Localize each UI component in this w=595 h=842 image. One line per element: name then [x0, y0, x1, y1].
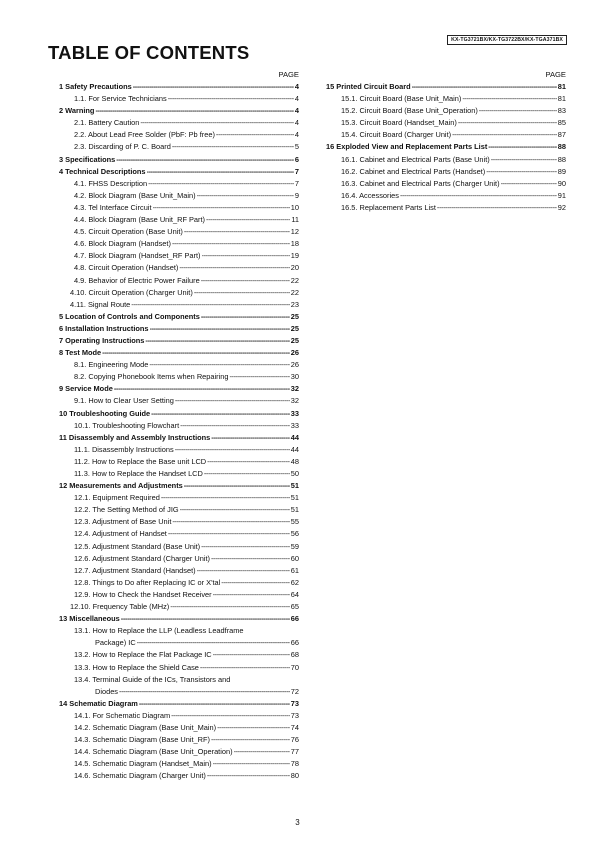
toc-subsection-entry[interactable]	[59, 565, 299, 577]
toc-entry-title: 14 Schematic Diagram	[59, 698, 138, 708]
leader-dots	[172, 516, 289, 528]
leader-dots	[211, 734, 290, 746]
toc-subsection-entry[interactable]	[59, 649, 299, 661]
toc-section-entry[interactable]	[59, 335, 299, 347]
toc-entry-title: 11.3. How to Replace the Handset LCD	[74, 469, 203, 478]
toc-entry-page: 88	[557, 154, 566, 164]
toc-entry-title: 9.1. How to Clear User Setting	[74, 396, 174, 406]
toc-entry-title: 4.8. Circuit Operation (Handset)	[74, 263, 179, 273]
toc-subsection-entry[interactable]	[326, 190, 566, 202]
toc-entry-title: 6 Installation Instructions	[59, 323, 149, 333]
leader-dots	[207, 770, 290, 782]
toc-entry-title: 2.1. Battery Caution	[74, 118, 140, 128]
leader-dots	[412, 81, 557, 93]
leader-dots	[194, 287, 290, 299]
toc-subsection-entry[interactable]	[59, 662, 299, 674]
leader-dots	[221, 577, 289, 589]
leader-dots	[114, 383, 290, 395]
toc-section-entry[interactable]	[59, 323, 299, 335]
toc-entry-page: 51	[290, 505, 299, 515]
toc-entry-page: 59	[290, 541, 299, 551]
toc-subsection-entry[interactable]	[326, 93, 566, 105]
toc-entry-title: 8.2. Copying Phonebook Items when Repairing	[74, 372, 229, 382]
leader-dots	[168, 93, 294, 105]
leader-dots	[131, 299, 290, 311]
leader-dots	[175, 395, 290, 407]
leader-dots	[175, 444, 290, 456]
toc-subsection-entry[interactable]	[59, 553, 299, 565]
toc-entry-page: 62	[290, 577, 299, 587]
toc-subsection-entry[interactable]	[59, 371, 299, 383]
toc-entry-page: 81	[557, 94, 566, 104]
toc-entry-title: 14.1. For Schematic Diagram	[74, 710, 171, 720]
toc-entry-page: 80	[290, 771, 299, 781]
toc-entry-title: 16 Exploded View and Replacement Parts List	[326, 142, 488, 152]
toc-subsection-entry[interactable]	[59, 250, 299, 262]
leader-dots	[488, 141, 556, 153]
toc-entry-page: 83	[557, 106, 566, 116]
toc-entry-title: 12.2. The Setting Method of JIG	[74, 505, 179, 515]
toc-entry-page: 10	[290, 202, 299, 212]
leader-dots	[452, 129, 557, 141]
leader-dots	[184, 226, 290, 238]
toc-section-entry[interactable]	[59, 105, 299, 117]
leader-dots	[149, 359, 289, 371]
toc-subsection-entry[interactable]	[326, 202, 566, 214]
toc-entry-page: 32	[290, 384, 299, 394]
toc-entry-title: 10.1. Troubleshooting Flowchart	[74, 420, 180, 430]
toc-subsection-entry[interactable]	[59, 420, 299, 432]
toc-section-entry[interactable]	[59, 383, 299, 395]
leader-dots	[400, 190, 557, 202]
toc-entry-page: 5	[294, 142, 299, 152]
page-column-header: PAGE	[545, 70, 566, 79]
leader-dots	[171, 710, 290, 722]
leader-dots	[102, 347, 290, 359]
toc-entry-page: 50	[290, 469, 299, 478]
leader-dots	[213, 649, 290, 661]
toc-subsection-entry[interactable]	[59, 275, 299, 287]
toc-entry-title: 4.11. Signal Route	[70, 299, 131, 309]
toc-entry-page: 44	[290, 444, 299, 454]
leader-dots	[204, 468, 290, 480]
leader-dots	[170, 601, 289, 613]
page-number: 3	[295, 818, 300, 827]
toc-section-entry[interactable]	[59, 166, 299, 178]
toc-subsection-entry[interactable]	[59, 93, 299, 105]
toc-entry-page: 4	[294, 118, 299, 128]
toc-entry-page: 4	[294, 130, 299, 140]
toc-subsection-entry[interactable]	[59, 117, 299, 129]
toc-entry-title: 12.5. Adjustment Standard (Base Unit)	[74, 541, 201, 551]
leader-dots	[229, 371, 289, 383]
toc-entry-page: 73	[290, 698, 299, 708]
toc-entry-page: 20	[290, 263, 299, 273]
toc-entry-title: 14.3. Schematic Diagram (Base Unit_RF)	[74, 735, 210, 745]
toc-entry-title: 10 Troubleshooting Guide	[59, 408, 151, 418]
toc-subsection-entry[interactable]	[59, 589, 299, 601]
toc-entry-page: 9	[294, 190, 299, 200]
toc-entry-title: 4.10. Circuit Operation (Charger Unit)	[70, 287, 193, 297]
toc-entry-continuation[interactable]	[59, 637, 299, 649]
toc-list-right	[326, 81, 566, 214]
toc-entry-title: 16.3. Cabinet and Electrical Parts (Charger Unit)	[341, 178, 500, 188]
toc-entry-page: 44	[290, 432, 299, 442]
leader-dots	[206, 214, 290, 226]
toc-entry-page: 72	[290, 686, 299, 696]
toc-subsection-entry[interactable]	[59, 238, 299, 250]
leader-dots	[140, 117, 294, 129]
toc-entry-title: 15 Printed Circuit Board	[326, 82, 411, 91]
toc-entry-page: 61	[290, 565, 299, 575]
toc-subsection-entry[interactable]	[59, 541, 299, 553]
toc-entry-page: 81	[557, 82, 566, 91]
toc-subsection-entry[interactable]	[59, 202, 299, 214]
toc-subsection-entry[interactable]	[59, 395, 299, 407]
toc-entry-title: 12.8. Things to Do after Replacing IC or X'tal	[74, 577, 221, 587]
leader-dots	[95, 105, 293, 117]
toc-section-entry[interactable]	[326, 141, 566, 153]
toc-entry-title: 16.4. Accessories	[341, 190, 399, 200]
leader-dots	[462, 93, 556, 105]
toc-entry-title: 4.4. Block Diagram (Base Unit_RF Part)	[74, 215, 206, 225]
toc-entry-title: 13.4. Terminal Guide of the ICs, Transistors and	[74, 674, 231, 684]
toc-subsection-entry[interactable]	[59, 710, 299, 722]
page-column-header: PAGE	[278, 70, 299, 79]
toc-entry-page: 33	[290, 420, 299, 430]
toc-entry-page: 78	[290, 759, 299, 769]
leader-dots	[491, 154, 557, 166]
toc-entry-title: 2.3. Discarding of P. C. Board	[74, 142, 171, 152]
toc-entry-page: 87	[557, 130, 566, 140]
toc-entry-page: 55	[290, 517, 299, 527]
toc-entry-page: 23	[290, 299, 299, 309]
leader-dots	[153, 202, 290, 214]
toc-entry-title: 16.1. Cabinet and Electrical Parts (Base Unit)	[341, 154, 490, 164]
toc-subsection-entry[interactable]	[59, 226, 299, 238]
toc-entry-page: 76	[290, 735, 299, 745]
page-title: TABLE OF CONTENTS	[48, 42, 250, 63]
leader-dots	[180, 420, 290, 432]
toc-entry-page: 65	[290, 602, 299, 612]
leader-dots	[216, 129, 294, 141]
toc-entry-page: 7	[294, 178, 299, 188]
toc-entry-title: 2.2. About Lead Free Solder (PbF: Pb free)	[74, 130, 215, 140]
toc-entry-title: 13.1. How to Replace the LLP (Leadless Leadframe	[74, 626, 244, 636]
leader-dots	[172, 238, 290, 250]
toc-subsection-entry[interactable]	[59, 528, 299, 540]
toc-entry-page: 48	[290, 456, 299, 466]
toc-entry-page: 89	[557, 166, 566, 176]
toc-entry-page: 88	[557, 142, 566, 152]
toc-entry-title: 13.3. How to Replace the Shield Case	[74, 662, 199, 672]
leader-dots	[234, 746, 290, 758]
toc-subsection-entry[interactable]	[326, 129, 566, 141]
toc-entry-page: 91	[557, 190, 566, 200]
toc-entry-page: 26	[290, 360, 299, 370]
leader-dots	[145, 335, 289, 347]
leader-dots	[202, 250, 290, 262]
toc-entry-page: 4	[294, 82, 299, 91]
toc-entry-page: 4	[294, 106, 299, 116]
toc-subsection-entry[interactable]	[59, 456, 299, 468]
toc-entry-title: 5 Location of Controls and Components	[59, 311, 200, 321]
toc-entry-title: 3 Specifications	[59, 154, 116, 164]
toc-entry-title: 4.2. Block Diagram (Base Unit_Main)	[74, 190, 196, 200]
toc-subsection-entry[interactable]	[326, 105, 566, 117]
toc-entry-title: 15.4. Circuit Board (Charger Unit)	[341, 130, 452, 140]
leader-dots	[197, 190, 294, 202]
leader-dots	[150, 323, 290, 335]
toc-entry-title: 4.5. Circuit Operation (Base Unit)	[74, 227, 183, 237]
toc-entry-page: 22	[290, 287, 299, 297]
toc-entry-title: 14.2. Schematic Diagram (Base Unit_Main)	[74, 722, 217, 732]
toc-subsection-entry[interactable]	[59, 178, 299, 190]
toc-entry-title: 11.2. How to Replace the Base unit LCD	[74, 456, 207, 466]
toc-section-entry[interactable]	[59, 347, 299, 359]
toc-entry-page: 68	[290, 650, 299, 660]
toc-entry-page: 4	[294, 94, 299, 104]
toc-entry-page: 7	[294, 166, 299, 176]
leader-dots	[148, 178, 294, 190]
leader-dots	[213, 758, 290, 770]
toc-entry-page: 73	[290, 710, 299, 720]
toc-entry-title: 12.6. Adjustment Standard (Charger Unit)	[74, 553, 210, 563]
leader-dots	[458, 117, 557, 129]
leader-dots	[501, 178, 557, 190]
toc-subsection-entry[interactable]	[59, 129, 299, 141]
toc-section-entry[interactable]	[59, 480, 299, 492]
toc-entry-title: 4.3. Tel Interface Circuit	[74, 202, 152, 212]
toc-entry-page: 66	[290, 614, 299, 624]
toc-entry-title: Package) IC	[95, 638, 136, 648]
toc-entry-title: 12.10. Frequency Table (MHz)	[70, 602, 170, 612]
leader-dots	[479, 105, 557, 117]
leader-dots	[201, 541, 290, 553]
toc-subsection-entry[interactable]	[59, 141, 299, 153]
leader-dots	[168, 528, 290, 540]
leader-dots	[211, 553, 290, 565]
toc-entry-page: 25	[290, 323, 299, 333]
toc-section-entry[interactable]	[59, 432, 299, 444]
toc-entry-page: 18	[290, 239, 299, 249]
leader-dots	[161, 492, 290, 504]
toc-section-entry[interactable]	[59, 408, 299, 420]
leader-dots	[179, 262, 289, 274]
leader-dots	[486, 166, 557, 178]
toc-subsection-entry[interactable]	[59, 746, 299, 758]
toc-entry-title: 4 Technical Descriptions	[59, 166, 146, 176]
toc-subsection-entry[interactable]	[59, 444, 299, 456]
toc-subsection-entry[interactable]	[59, 287, 299, 299]
toc-entry-title: 16.5. Replacement Parts List	[341, 202, 436, 212]
leader-dots	[139, 698, 290, 710]
toc-entry-title: 15.1. Circuit Board (Base Unit_Main)	[341, 94, 462, 104]
toc-entry-page: 64	[290, 589, 299, 599]
toc-section-entry[interactable]	[59, 311, 299, 323]
toc-entry-page: 70	[290, 662, 299, 672]
toc-column-right	[326, 69, 566, 214]
leader-dots	[151, 408, 290, 420]
toc-section-entry[interactable]	[326, 81, 566, 93]
toc-entry-page: 33	[290, 408, 299, 418]
toc-entry-page: 25	[290, 311, 299, 321]
toc-entry-page: 90	[557, 178, 566, 188]
leader-dots	[137, 637, 290, 649]
toc-section-entry[interactable]	[59, 154, 299, 166]
toc-entry-title: 4.9. Behavior of Electric Power Failure	[74, 275, 200, 285]
toc-entry-page: 77	[290, 747, 299, 757]
leader-dots	[172, 141, 294, 153]
toc-subsection-entry[interactable]	[59, 516, 299, 528]
toc-entry-page: 60	[290, 553, 299, 563]
toc-entry-title: 11 Disassembly and Assembly Instructions	[59, 432, 211, 442]
toc-entry-page: 51	[290, 493, 299, 503]
toc-subsection-entry[interactable]	[326, 117, 566, 129]
leader-dots	[201, 275, 290, 287]
toc-entry-title: 4.1. FHSS Description	[74, 178, 148, 188]
toc-subsection-entry[interactable]	[59, 674, 299, 686]
toc-entry-title: 12.4. Adjustment of Handset	[74, 529, 167, 539]
leader-dots	[184, 480, 290, 492]
toc-entry-title: 12.1. Equipment Required	[74, 493, 160, 503]
leader-dots	[197, 565, 290, 577]
toc-entry-title: 16.2. Cabinet and Electrical Parts (Handset)	[341, 166, 486, 176]
leader-dots	[201, 311, 290, 323]
toc-entry-title: 12.9. How to Check the Handset Receiver	[74, 589, 212, 599]
toc-subsection-entry[interactable]	[326, 178, 566, 190]
toc-subsection-entry[interactable]	[59, 770, 299, 782]
leader-dots	[207, 456, 290, 468]
toc-entry-title: 8 Test Mode	[59, 348, 102, 358]
toc-entry-page: 74	[290, 722, 299, 732]
toc-entry-title: 9 Service Mode	[59, 384, 113, 394]
toc-subsection-entry[interactable]	[326, 154, 566, 166]
leader-dots	[147, 166, 294, 178]
toc-entry-title: 14.4. Schematic Diagram (Base Unit_Operation)	[74, 747, 233, 757]
toc-entry-page: 19	[290, 251, 299, 261]
leader-dots	[116, 154, 294, 166]
toc-entry-page: 30	[290, 372, 299, 382]
toc-entry-page: 85	[557, 118, 566, 128]
toc-entry-page: 56	[290, 529, 299, 539]
leader-dots	[217, 722, 290, 734]
toc-entry-continuation[interactable]	[59, 686, 299, 698]
toc-subsection-entry[interactable]	[59, 722, 299, 734]
toc-subsection-entry[interactable]	[59, 214, 299, 226]
toc-subsection-entry[interactable]	[326, 166, 566, 178]
toc-subsection-entry[interactable]	[59, 299, 299, 311]
leader-dots	[213, 589, 290, 601]
toc-subsection-entry[interactable]	[59, 577, 299, 589]
toc-entry-title: 2 Warning	[59, 106, 95, 116]
toc-subsection-entry[interactable]	[59, 262, 299, 274]
toc-entry-page: 11	[291, 215, 299, 225]
toc-subsection-entry[interactable]	[59, 190, 299, 202]
toc-subsection-entry[interactable]	[59, 601, 299, 613]
toc-subsection-entry[interactable]	[59, 758, 299, 770]
leader-dots	[200, 662, 290, 674]
toc-entry-title: 12 Measurements and Adjustments	[59, 481, 183, 491]
toc-entry-title: 1.1. For Service Technicians	[74, 94, 167, 104]
leader-dots	[211, 432, 289, 444]
toc-subsection-entry[interactable]	[59, 468, 299, 480]
toc-entry-title: 8.1. Engineering Mode	[74, 360, 149, 370]
toc-subsection-entry[interactable]	[59, 359, 299, 371]
toc-section-entry[interactable]	[59, 613, 299, 625]
toc-entry-page: 92	[557, 202, 566, 212]
leader-dots	[180, 504, 290, 516]
model-number-box: KX-TG3721BX/KX-TG3722BX/KX-TGA371BX	[447, 35, 567, 45]
toc-entry-title: 13 Miscellaneous	[59, 614, 120, 624]
toc-entry-title: 4.6. Block Diagram (Handset)	[74, 239, 171, 249]
toc-entry-title: 4.7. Block Diagram (Handset_RF Part)	[74, 251, 201, 261]
toc-entry-title: Diodes	[95, 686, 119, 696]
toc-entry-page: 6	[294, 154, 299, 164]
toc-entry-page: 32	[290, 396, 299, 406]
toc-entry-page: 25	[290, 335, 299, 345]
toc-subsection-entry[interactable]	[59, 734, 299, 746]
toc-entry-title: 12.7. Adjustment Standard (Handset)	[74, 565, 196, 575]
toc-entry-title: 14.6. Schematic Diagram (Charger Unit)	[74, 771, 206, 781]
toc-entry-title: 12.3. Adjustment of Base Unit	[74, 517, 172, 527]
toc-entry-title: 11.1. Disassembly Instructions	[74, 444, 174, 454]
toc-entry-page: 26	[290, 348, 299, 358]
toc-entry-title: 15.3. Circuit Board (Handset_Main)	[341, 118, 457, 128]
toc-section-entry[interactable]	[59, 698, 299, 710]
toc-subsection-entry[interactable]	[59, 504, 299, 516]
leader-dots	[437, 202, 557, 214]
leader-dots	[133, 81, 294, 93]
toc-entry-title: 15.2. Circuit Board (Base Unit_Operation)	[341, 106, 478, 116]
leader-dots	[119, 686, 290, 698]
toc-section-entry[interactable]	[59, 81, 299, 93]
toc-entry-title: 13.2. How to Replace the Flat Package IC	[74, 650, 212, 660]
toc-entry-title: 7 Operating Instructions	[59, 335, 145, 345]
toc-subsection-entry[interactable]	[59, 625, 299, 637]
toc-entry-page: 12	[290, 227, 299, 237]
toc-column-left	[59, 69, 299, 782]
toc-entry-page: 66	[290, 638, 299, 648]
toc-entry-page: 22	[290, 275, 299, 285]
toc-entry-page: 51	[290, 481, 299, 491]
toc-subsection-entry[interactable]	[59, 492, 299, 504]
leader-dots	[121, 613, 290, 625]
toc-entry-title: 14.5. Schematic Diagram (Handset_Main)	[74, 759, 212, 769]
toc-list-left	[59, 81, 299, 782]
toc-entry-title: 1 Safety Precautions	[59, 82, 132, 91]
